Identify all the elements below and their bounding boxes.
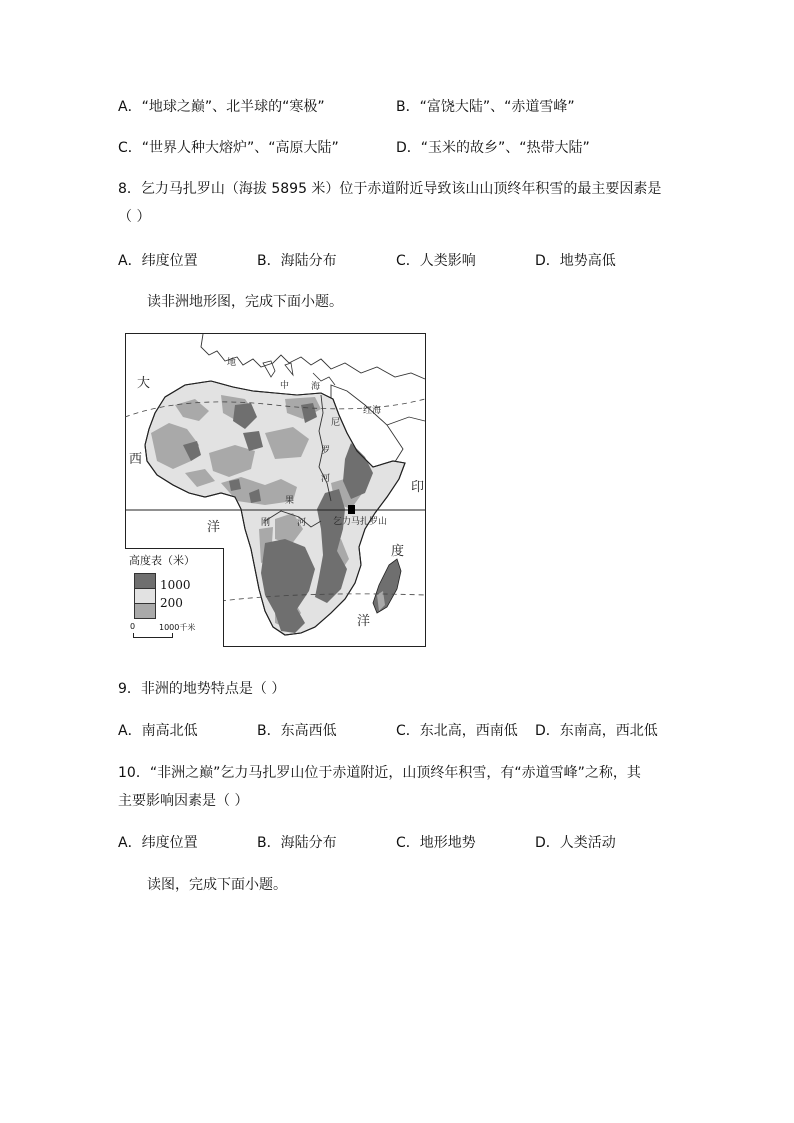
legend-swatch-mid — [134, 588, 156, 604]
q9-option-c: C．东北高，西南低 — [396, 723, 518, 739]
label-hai: 海 — [311, 382, 321, 392]
label-da: 大 — [137, 376, 151, 391]
intro-map-instruction: 读非洲地形图，完成下面小题。 — [147, 294, 343, 310]
legend-swatch-high — [134, 573, 156, 589]
label-he: 河 — [321, 474, 331, 484]
scale-text: 1000千米 — [159, 623, 196, 632]
legend-label-high: 1000 — [160, 578, 191, 592]
label-zhong: 中 — [280, 381, 290, 391]
label-du: 度 — [391, 544, 405, 559]
label-honghai: 红海 — [363, 406, 382, 416]
label-yin: 印 — [411, 480, 425, 495]
legend-title: 高度表（米） — [129, 554, 195, 567]
q8-option-d: D．地势高低 — [535, 253, 616, 269]
q10-stem-line1: 10．“非洲之巅”乞力马扎罗山位于赤道附近，山顶终年积雪，有“赤道雪峰”之称，其 — [118, 765, 641, 781]
q8-option-b: B．海陆分布 — [257, 253, 337, 269]
label-ni: 尼 — [331, 418, 341, 428]
q10-option-c: C．地形地势 — [396, 835, 476, 851]
intro-next-instruction: 读图，完成下面小题。 — [147, 877, 287, 893]
scale-bar — [133, 633, 173, 638]
q9-option-b: B．东高西低 — [257, 723, 337, 739]
label-kilimanjaro: 乞力马扎罗山 — [333, 517, 388, 527]
q8-stem-line2: （ ） — [118, 209, 151, 225]
label-xi: 西 — [129, 452, 143, 467]
legend-swatch-low — [134, 603, 156, 619]
scale-zero: 0 — [130, 622, 136, 631]
q7-option-b: B．“富饶大陆”、“赤道雪峰” — [396, 99, 575, 115]
q7-option-d: D．“玉米的故乡”、“热带大陆” — [396, 140, 590, 156]
map-legend — [125, 548, 224, 647]
q9-option-a: A．南高北低 — [118, 723, 198, 739]
q8-option-c: C．人类影响 — [396, 253, 476, 269]
q9-option-d: D．东南高，西北低 — [535, 723, 658, 739]
q7-option-a: A．“地球之巅”、北半球的“寒极” — [118, 99, 325, 115]
q10-option-b: B．海陆分布 — [257, 835, 337, 851]
q10-option-a: A．纬度位置 — [118, 835, 198, 851]
label-he2: 河 — [297, 518, 307, 528]
label-di: 地 — [227, 358, 237, 368]
label-luo: 罗 — [321, 446, 331, 456]
q7-option-c: C．“世界人种大熔炉”、“高原大陆” — [118, 140, 339, 156]
label-gang: 刚 — [261, 518, 271, 528]
q8-option-a: A．纬度位置 — [118, 253, 198, 269]
label-yang2: 洋 — [357, 614, 371, 629]
q10-option-d: D．人类活动 — [535, 835, 616, 851]
africa-terrain-map — [125, 333, 426, 647]
label-guo: 果 — [285, 496, 295, 506]
legend-label-low: 200 — [160, 596, 183, 610]
q10-stem-line2: 主要影响因素是（ ） — [118, 793, 249, 809]
label-yang1: 洋 — [207, 520, 221, 535]
q9-stem: 9．非洲的地势特点是（ ） — [118, 681, 286, 697]
q8-stem-line1: 8．乞力马扎罗山（海拔 5895 米）位于赤道附近导致该山山顶终年积雪的最主要因素是 — [118, 181, 662, 197]
